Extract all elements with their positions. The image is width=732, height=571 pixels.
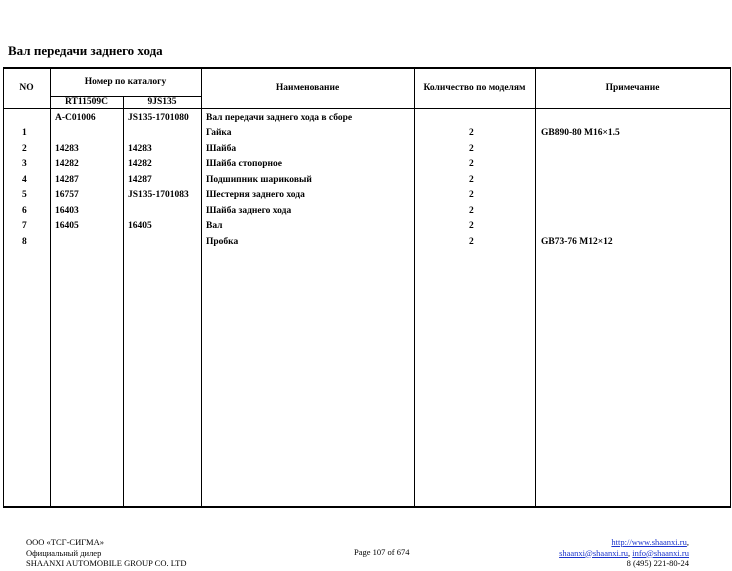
dealer-label: Официальный дилер bbox=[26, 547, 102, 558]
col-divider bbox=[50, 67, 51, 508]
row-catalog-js: JS135-1701080 bbox=[128, 113, 189, 123]
page-title: Вал передачи заднего хода bbox=[8, 43, 163, 58]
row-no: 8 bbox=[22, 237, 27, 247]
row-no: 5 bbox=[22, 190, 27, 200]
header-bottom-border bbox=[3, 108, 731, 109]
row-no: 3 bbox=[22, 159, 27, 169]
row-qty: 2 bbox=[469, 144, 474, 154]
header-note: Примечание bbox=[605, 83, 660, 93]
row-no: 7 bbox=[22, 221, 27, 231]
col-divider bbox=[730, 67, 731, 508]
col-divider bbox=[201, 67, 202, 508]
row-name: Вал bbox=[206, 221, 223, 231]
row-note: GB73-76 M12×12 bbox=[541, 237, 613, 247]
header-catalog: Номер по каталогу bbox=[84, 77, 167, 87]
row-qty: 2 bbox=[469, 128, 474, 138]
header-model-rt: RT11509C bbox=[65, 97, 108, 107]
row-no: 2 bbox=[22, 144, 27, 154]
col-divider bbox=[123, 96, 124, 508]
email-link-shaanxi[interactable]: shaanxi@shaanxi.ru bbox=[559, 547, 629, 558]
phone-number: 8 (495) 221-80-24 bbox=[626, 558, 689, 568]
row-qty: 2 bbox=[469, 221, 474, 231]
footer-contacts bbox=[559, 537, 689, 569]
website-link[interactable]: http://www.shaanxi.ru bbox=[611, 537, 687, 547]
row-catalog-rt: 14282 bbox=[55, 159, 79, 169]
header-name: Наименование bbox=[275, 83, 340, 93]
row-no: 1 bbox=[22, 128, 27, 138]
row-name: Пробка bbox=[206, 237, 239, 247]
page-number: Page 107 of 674 bbox=[354, 547, 410, 557]
row-qty: 2 bbox=[469, 175, 474, 185]
row-catalog-rt: 16403 bbox=[55, 206, 79, 216]
row-catalog-rt: 14283 bbox=[55, 144, 79, 154]
header-model-js: 9JS135 bbox=[147, 97, 177, 107]
col-divider bbox=[3, 67, 4, 508]
row-catalog-rt: A-C01006 bbox=[55, 113, 96, 123]
col-divider bbox=[535, 67, 536, 508]
row-note: GB890-80 M16×1.5 bbox=[541, 128, 620, 138]
row-catalog-js: 14282 bbox=[128, 159, 152, 169]
col-divider bbox=[414, 67, 415, 508]
row-qty: 2 bbox=[469, 159, 474, 169]
row-name: Шайба bbox=[206, 144, 237, 154]
row-name: Шайба заднего хода bbox=[206, 206, 292, 216]
row-catalog-rt: 14287 bbox=[55, 175, 79, 185]
row-name: Шестерня заднего хода bbox=[206, 190, 305, 200]
company-name: ООО «ТСГ-СИГМА» bbox=[26, 537, 104, 547]
row-no: 6 bbox=[22, 206, 27, 216]
row-no: 4 bbox=[22, 175, 27, 185]
row-catalog-js: 14283 bbox=[128, 144, 152, 154]
row-name: Гайка bbox=[206, 128, 232, 138]
header-no: NO bbox=[19, 83, 34, 93]
row-catalog-rt: 16757 bbox=[55, 190, 79, 200]
row-qty: 2 bbox=[469, 206, 474, 216]
parts-table bbox=[3, 67, 731, 508]
row-catalog-js: JS135-1701083 bbox=[128, 190, 189, 200]
table-top-border bbox=[3, 67, 731, 69]
row-catalog-js: 14287 bbox=[128, 175, 152, 185]
row-catalog-rt: 16405 bbox=[55, 221, 79, 231]
row-qty: 2 bbox=[469, 237, 474, 247]
row-name: Вал передачи заднего хода в сборе bbox=[206, 113, 353, 123]
header-qty: Количество по моделям bbox=[423, 83, 526, 93]
footer-company bbox=[26, 537, 187, 569]
email-separator: , bbox=[628, 547, 633, 558]
row-name: Подшипник шариковый bbox=[206, 175, 312, 185]
group-name: SHAANXI AUTOMOBILE GROUP CO. LTD bbox=[26, 558, 187, 568]
row-catalog-js: 16405 bbox=[128, 221, 152, 231]
website-suffix: , bbox=[686, 537, 689, 547]
email-link-info[interactable]: info@shaanxi.ru bbox=[632, 547, 689, 558]
table-bottom-border bbox=[3, 506, 731, 508]
row-qty: 2 bbox=[469, 190, 474, 200]
row-name: Шайба стопорное bbox=[206, 159, 282, 169]
